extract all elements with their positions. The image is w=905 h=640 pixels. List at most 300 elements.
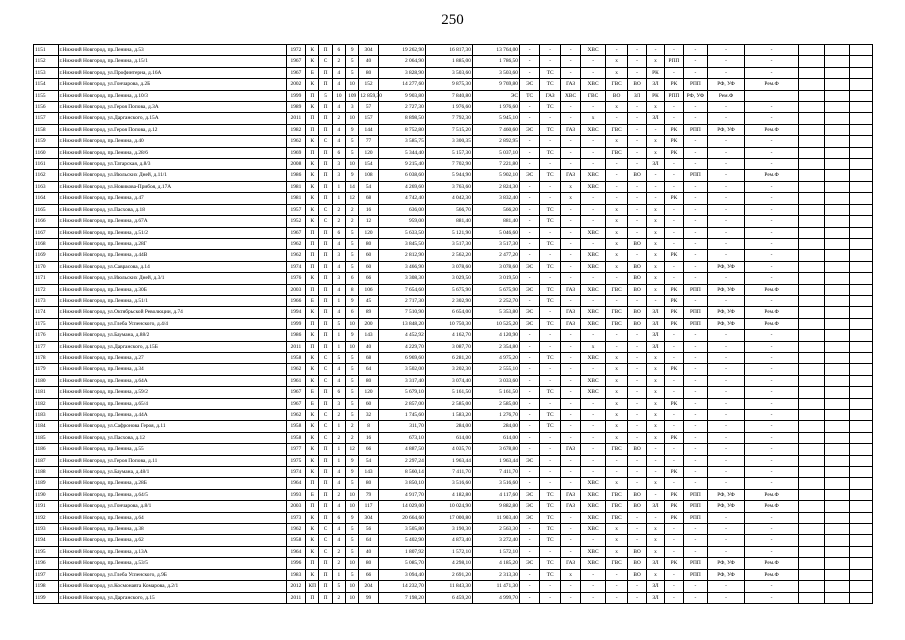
svc-electric-cell: ЭС [519, 124, 539, 135]
svc-elevator-cell: - [646, 181, 664, 192]
extra-1-cell [799, 261, 825, 272]
extra-1-cell [799, 159, 825, 170]
apartments-cell: 54 [359, 181, 378, 192]
apartments-cell: 40 [359, 546, 378, 557]
table-row [34, 375, 873, 386]
entrances-cell: 3 [332, 250, 345, 261]
svc-elevator-cell: х [646, 250, 664, 261]
roof-material-cell: С [319, 410, 332, 421]
extra-3-cell [850, 375, 873, 386]
living-area-cell: 9 875,30 [425, 79, 472, 90]
wall-material-cell: Б [306, 398, 319, 409]
svc-cold-water-cell: ХВС [581, 512, 606, 523]
total-area-cell: 7 510,90 [378, 307, 425, 318]
row-number-cell: 1178 [34, 352, 59, 363]
wall-material-cell: П [306, 501, 319, 512]
wall-material-cell: К [306, 204, 319, 215]
table-row [34, 410, 873, 421]
svc-elevator-cell: - [646, 170, 664, 181]
private-area-cell: 1 963,44 [472, 455, 519, 466]
svc-rem-fund-cell: - [744, 273, 798, 284]
svc-hot-water-cell: - [605, 581, 628, 592]
extra-1-cell [799, 432, 825, 443]
extra-3-cell [850, 546, 873, 557]
svc-funds-cell: - [708, 352, 745, 363]
row-number-cell: 1171 [34, 273, 59, 284]
svc-gas-cell: - [560, 238, 580, 249]
svc-funds-cell: - [708, 455, 745, 466]
row-number-cell: 1193 [34, 524, 59, 535]
extra-3-cell [850, 478, 873, 489]
apartments-cell: 32 [359, 410, 378, 421]
svc-elevator-cell: х [646, 136, 664, 147]
svc-hot-water-cell: ГВС [605, 501, 628, 512]
table-row [34, 90, 873, 101]
svc-rpp-cell: - [683, 227, 708, 238]
svc-elevator-cell: х [646, 364, 664, 375]
svc-rpp-cell: - [683, 181, 708, 192]
total-area-cell: 311,70 [378, 421, 425, 432]
extra-1-cell [799, 569, 825, 580]
svc-sewer-cell: - [628, 535, 646, 546]
roof-material-cell: С [319, 352, 332, 363]
svc-repair-cell: РК [665, 136, 683, 147]
entrances-cell: 1 [332, 444, 345, 455]
extra-3-cell [850, 330, 873, 341]
svc-electric-cell: ЭС [519, 170, 539, 181]
svc-sewer-cell: ВО [628, 79, 646, 90]
year-built-cell: 1957 [286, 204, 305, 215]
apartments-cell: 60 [359, 398, 378, 409]
year-built-cell: 1972 [286, 45, 305, 56]
wall-material-cell: П [306, 592, 319, 603]
extra-1-cell [799, 375, 825, 386]
total-area-cell: 3 094,40 [378, 569, 425, 580]
svc-cold-water-cell: - [581, 467, 606, 478]
extra-1-cell [799, 330, 825, 341]
total-area-cell: 2 717,30 [378, 295, 425, 306]
svc-sewer-cell: ВО [628, 444, 646, 455]
apartments-cell: 64 [359, 535, 378, 546]
year-built-cell: 1958 [286, 421, 305, 432]
table-body [34, 45, 873, 604]
roof-material-cell: П [319, 467, 332, 478]
extra-2-cell [824, 227, 850, 238]
roof-material-cell: П [319, 478, 332, 489]
svc-heat-cell: ТС [540, 79, 560, 90]
entrances-cell: 1 [332, 455, 345, 466]
total-area-cell: 3 308,30 [378, 273, 425, 284]
svc-repair-cell: - [665, 238, 683, 249]
svc-rpp-cell: - [683, 467, 708, 478]
svc-repair-cell: - [665, 102, 683, 113]
extra-3-cell [850, 147, 873, 158]
private-area-cell: 2 892,95 [472, 136, 519, 147]
table-row [34, 489, 873, 500]
living-area-cell: 4 042,30 [425, 193, 472, 204]
svc-sewer-cell: - [628, 421, 646, 432]
svc-electric-cell: - [519, 444, 539, 455]
entrances-cell: 3 [332, 170, 345, 181]
svc-heat-cell: ТС [540, 238, 560, 249]
svc-electric-cell: ЭС [519, 489, 539, 500]
wall-material-cell: П [306, 227, 319, 238]
svc-sewer-cell: - [628, 147, 646, 158]
roof-material-cell: П [319, 170, 332, 181]
svc-funds-cell: - [708, 364, 745, 375]
table-row [34, 102, 873, 113]
living-area-cell: 5 157,30 [425, 147, 472, 158]
address-cell: г.Нижний Новгород, пр.Ленина, д.51/2 [58, 227, 286, 238]
svc-rpp-cell: - [683, 147, 708, 158]
private-area-cell: 9 769,80 [472, 79, 519, 90]
entrances-cell: 2 [332, 592, 345, 603]
wall-material-cell: К [306, 56, 319, 67]
svc-elevator-cell: х [646, 421, 664, 432]
living-area-cell: 10 750,30 [425, 318, 472, 329]
svc-repair-cell: - [665, 410, 683, 421]
total-area-cell: 5 679,10 [378, 387, 425, 398]
private-area-cell: 1 976,60 [472, 102, 519, 113]
total-area-cell: 5 402,90 [378, 535, 425, 546]
svc-gas-cell: - [560, 398, 580, 409]
svc-rem-fund-cell: - [744, 421, 798, 432]
svc-elevator-cell: х [646, 102, 664, 113]
extra-3-cell [850, 558, 873, 569]
extra-2-cell [824, 250, 850, 261]
svc-rpp-cell: - [683, 45, 708, 56]
apartments-cell: 57 [359, 102, 378, 113]
roof-material-cell: С [319, 204, 332, 215]
extra-2-cell [824, 284, 850, 295]
private-area-cell: 7 221,80 [472, 159, 519, 170]
private-area-cell: 13 764,00 [472, 45, 519, 56]
svc-funds-cell: - [708, 512, 745, 523]
entrances-cell: 1 [332, 341, 345, 352]
apartments-cell: 12 [359, 216, 378, 227]
svc-gas-cell: х [560, 193, 580, 204]
private-area-cell: 3 503,60 [472, 67, 519, 78]
roof-material-cell: П [319, 147, 332, 158]
svc-rem-fund-cell: Рем.Ф [744, 307, 798, 318]
floors-cell: 5 [346, 352, 359, 363]
apartments-cell: 80 [359, 558, 378, 569]
wall-material-cell: К [306, 159, 319, 170]
wall-material-cell: К [306, 364, 319, 375]
entrances-cell: 4 [332, 79, 345, 90]
svc-hot-water-cell: х [605, 546, 628, 557]
private-area-cell: 4 185,20 [472, 558, 519, 569]
svc-repair-cell: - [665, 592, 683, 603]
private-area-cell: 3 033,60 [472, 375, 519, 386]
extra-1-cell [799, 204, 825, 215]
living-area-cell: 4 298,10 [425, 558, 472, 569]
roof-material-cell: П [319, 581, 332, 592]
extra-2-cell [824, 113, 850, 124]
svc-electric-cell: - [519, 535, 539, 546]
living-area-cell: 11 843,30 [425, 581, 472, 592]
extra-3-cell [850, 410, 873, 421]
svc-sewer-cell: - [628, 136, 646, 147]
svc-sewer-cell: - [628, 341, 646, 352]
table-row [34, 330, 873, 341]
living-area-cell: 6 281,20 [425, 352, 472, 363]
svc-cold-water-cell: ХВС [581, 79, 606, 90]
svc-repair-cell: - [665, 341, 683, 352]
svc-hot-water-cell: ГВС [605, 512, 628, 523]
svc-heat-cell: ТС [540, 352, 560, 363]
svc-electric-cell: - [519, 273, 539, 284]
svc-sewer-cell: - [628, 181, 646, 192]
address-cell: г.Нижний Новгород, пр.Ленина, д.64 [58, 512, 286, 523]
floors-cell: 5 [346, 364, 359, 375]
svc-hot-water-cell: ГВС [605, 79, 628, 90]
address-cell: г.Нижний Новгород, пр.Ленина, д.10/3 [58, 90, 286, 101]
svc-repair-cell: - [665, 216, 683, 227]
row-number-cell: 1170 [34, 261, 59, 272]
entrances-cell: 4 [332, 467, 345, 478]
svc-cold-water-cell: ХВС [581, 489, 606, 500]
extra-2-cell [824, 501, 850, 512]
extra-1-cell [799, 113, 825, 124]
table-row [34, 250, 873, 261]
svc-heat-cell: - [540, 592, 560, 603]
svc-hot-water-cell: - [605, 341, 628, 352]
wall-material-cell: Б [306, 489, 319, 500]
floors-cell: 5 [346, 261, 359, 272]
total-area-cell: 7 654,60 [378, 284, 425, 295]
svc-rpp-cell: - [683, 398, 708, 409]
svc-rpp-cell: РПП [683, 284, 708, 295]
svc-rpp-cell: - [683, 387, 708, 398]
svc-rem-fund-cell: - [744, 467, 798, 478]
extra-2-cell [824, 79, 850, 90]
living-area-cell: 3 517,30 [425, 238, 472, 249]
wall-material-cell: П [306, 261, 319, 272]
row-number-cell: 1185 [34, 432, 59, 443]
apartments-cell: 66 [359, 569, 378, 580]
extra-1-cell [799, 421, 825, 432]
svc-rem-fund-cell: Рем.Ф [744, 170, 798, 181]
svc-sewer-cell: - [628, 204, 646, 215]
private-area-cell: 2 585,00 [472, 398, 519, 409]
svc-sewer-cell: - [628, 592, 646, 603]
svc-rem-fund-cell: - [744, 398, 798, 409]
private-area-cell: 5 675,90 [472, 284, 519, 295]
svc-electric-cell: - [519, 45, 539, 56]
svc-rem-fund-cell: - [744, 387, 798, 398]
svc-elevator-cell: ЗЛ [646, 318, 664, 329]
extra-3-cell [850, 227, 873, 238]
svc-rpp-cell: - [683, 581, 708, 592]
svc-cold-water-cell: - [581, 102, 606, 113]
roof-material-cell: П [319, 67, 332, 78]
svc-elevator-cell: х [646, 432, 664, 443]
svc-funds-cell: РФ, УФ [708, 261, 745, 272]
extra-2-cell [824, 147, 850, 158]
svc-sewer-cell: - [628, 56, 646, 67]
svc-repair-cell: РК [665, 489, 683, 500]
svc-heat-cell: - [540, 375, 560, 386]
wall-material-cell: К [306, 421, 319, 432]
year-built-cell: 1976 [286, 273, 305, 284]
svc-repair-cell: - [665, 159, 683, 170]
floors-cell: 10 [346, 558, 359, 569]
svc-rem-fund-cell: Рем.Ф [744, 501, 798, 512]
extra-2-cell [824, 387, 850, 398]
page-number: 250 [441, 12, 464, 28]
svc-hot-water-cell: х [605, 535, 628, 546]
total-area-cell: 2 857,00 [378, 398, 425, 409]
svc-heat-cell: ТС [540, 216, 560, 227]
living-area-cell: 3 202,30 [425, 364, 472, 375]
svc-rpp-cell: - [683, 56, 708, 67]
svc-hot-water-cell: - [605, 159, 628, 170]
svc-funds-cell: - [708, 45, 745, 56]
svc-cold-water-cell: ХВС [581, 546, 606, 557]
wall-material-cell: К [306, 535, 319, 546]
address-cell: г.Нижний Новгород, пр.Ленина, д.38 [58, 524, 286, 535]
floors-cell: 10 [346, 341, 359, 352]
floors-cell: 9 [346, 45, 359, 56]
floors-cell: 9 [346, 455, 359, 466]
svc-heat-cell: ТС [540, 501, 560, 512]
roof-material-cell: П [319, 79, 332, 90]
extra-1-cell [799, 170, 825, 181]
svc-funds-cell: - [708, 227, 745, 238]
extra-3-cell [850, 295, 873, 306]
living-area-cell: 16 817,30 [425, 45, 472, 56]
svc-elevator-cell: х [646, 535, 664, 546]
year-built-cell: 1966 [286, 295, 305, 306]
roof-material-cell: П [319, 398, 332, 409]
svc-cold-water-cell: - [581, 204, 606, 215]
extra-1-cell [799, 56, 825, 67]
svc-electric-cell: - [519, 410, 539, 421]
svc-funds-cell: - [708, 432, 745, 443]
svc-sewer-cell: ВО [628, 238, 646, 249]
svc-rem-fund-cell: - [744, 592, 798, 603]
svc-repair-cell: РК [665, 250, 683, 261]
svc-heat-cell: ГАЗ [540, 90, 560, 101]
extra-1-cell [799, 238, 825, 249]
svc-electric-cell: ЭС [519, 307, 539, 318]
svc-hot-water-cell: ГВС [605, 489, 628, 500]
svc-electric-cell: ЭС [519, 79, 539, 90]
address-cell: г.Нижний Новгород, ул.Глеба Успенского, д.4/4 [58, 318, 286, 329]
address-cell: г.Нижний Новгород, ул.Сафронова Героя, д.11 [58, 421, 286, 432]
apartments-cell: 60 [359, 261, 378, 272]
year-built-cell: 1996 [286, 558, 305, 569]
floors-cell: 2 [346, 204, 359, 215]
floors-cell: 5 [346, 238, 359, 249]
svc-funds-cell: - [708, 330, 745, 341]
svc-sewer-cell: ВО [628, 261, 646, 272]
roof-material-cell: П [319, 124, 332, 135]
table-row [34, 387, 873, 398]
svc-hot-water-cell: ГВС [605, 284, 628, 295]
svc-cold-water-cell: - [581, 364, 606, 375]
svc-elevator-cell: ЗЛ [646, 501, 664, 512]
svc-cold-water-cell: - [581, 432, 606, 443]
floors-cell: 12 [346, 444, 359, 455]
wall-material-cell: П [306, 478, 319, 489]
svc-cold-water-cell: - [581, 295, 606, 306]
svc-sewer-cell: - [628, 455, 646, 466]
svc-electric-cell: - [519, 467, 539, 478]
svc-rem-fund-cell: - [744, 238, 798, 249]
roof-material-cell: П [319, 113, 332, 124]
svc-heat-cell: ТС [540, 387, 560, 398]
extra-1-cell [799, 398, 825, 409]
svc-rem-fund-cell: Рем.Ф [744, 489, 798, 500]
svc-cold-water-cell: ХВС [581, 375, 606, 386]
svc-cold-water-cell: ХВС [581, 227, 606, 238]
roof-material-cell: П [319, 318, 332, 329]
svc-elevator-cell: РК [646, 67, 664, 78]
extra-3-cell [850, 352, 873, 363]
svc-cold-water-cell: - [581, 67, 606, 78]
private-area-cell: 614,00 [472, 432, 519, 443]
private-area-cell: 2 824,30 [472, 181, 519, 192]
wall-material-cell: П [306, 113, 319, 124]
wall-material-cell: П [306, 250, 319, 261]
svc-gas-cell: - [560, 147, 580, 158]
total-area-cell: 19 262,90 [378, 45, 425, 56]
entrances-cell: 6 [332, 147, 345, 158]
wall-material-cell: П [306, 238, 319, 249]
year-built-cell: 1958 [286, 535, 305, 546]
living-area-cell: 5 675,90 [425, 284, 472, 295]
floors-cell: 9 [346, 170, 359, 181]
address-cell: г.Нижний Новгород, пр.Ленина, д.44А [58, 410, 286, 421]
svc-hot-water-cell: х [605, 387, 628, 398]
extra-3-cell [850, 216, 873, 227]
entrances-cell: 5 [332, 352, 345, 363]
living-area-cell: 7 840,80 [425, 90, 472, 101]
svc-elevator-cell: х [646, 410, 664, 421]
entrances-cell: 1 [332, 181, 345, 192]
private-area-cell: 2 252,70 [472, 295, 519, 306]
svc-rem-fund-cell: Рем.Ф [744, 558, 798, 569]
svc-gas-cell: ХВС [560, 90, 580, 101]
extra-2-cell [824, 478, 850, 489]
extra-1-cell [799, 147, 825, 158]
living-area-cell: 4 035,70 [425, 444, 472, 455]
wall-material-cell: Б [306, 67, 319, 78]
table-row [34, 45, 873, 56]
entrances-cell: 5 [332, 318, 345, 329]
year-built-cell: 1962 [286, 410, 305, 421]
svc-heat-cell: ТС [540, 421, 560, 432]
entrances-cell: 4 [332, 478, 345, 489]
svc-repair-cell: - [665, 45, 683, 56]
svc-heat-cell: ТС [540, 67, 560, 78]
wall-material-cell: К [306, 546, 319, 557]
svc-elevator-cell: ЗЛ [646, 592, 664, 603]
svc-hot-water-cell: х [605, 216, 628, 227]
extra-2-cell [824, 170, 850, 181]
svc-gas-cell: - [560, 295, 580, 306]
svc-funds-cell: - [708, 250, 745, 261]
extra-1-cell [799, 284, 825, 295]
svc-rem-fund-cell: - [744, 216, 798, 227]
extra-2-cell [824, 444, 850, 455]
svc-elevator-cell: - [646, 467, 664, 478]
svc-gas-cell: - [560, 467, 580, 478]
svc-hot-water-cell: ГВС [605, 124, 628, 135]
wall-material-cell: К [306, 569, 319, 580]
